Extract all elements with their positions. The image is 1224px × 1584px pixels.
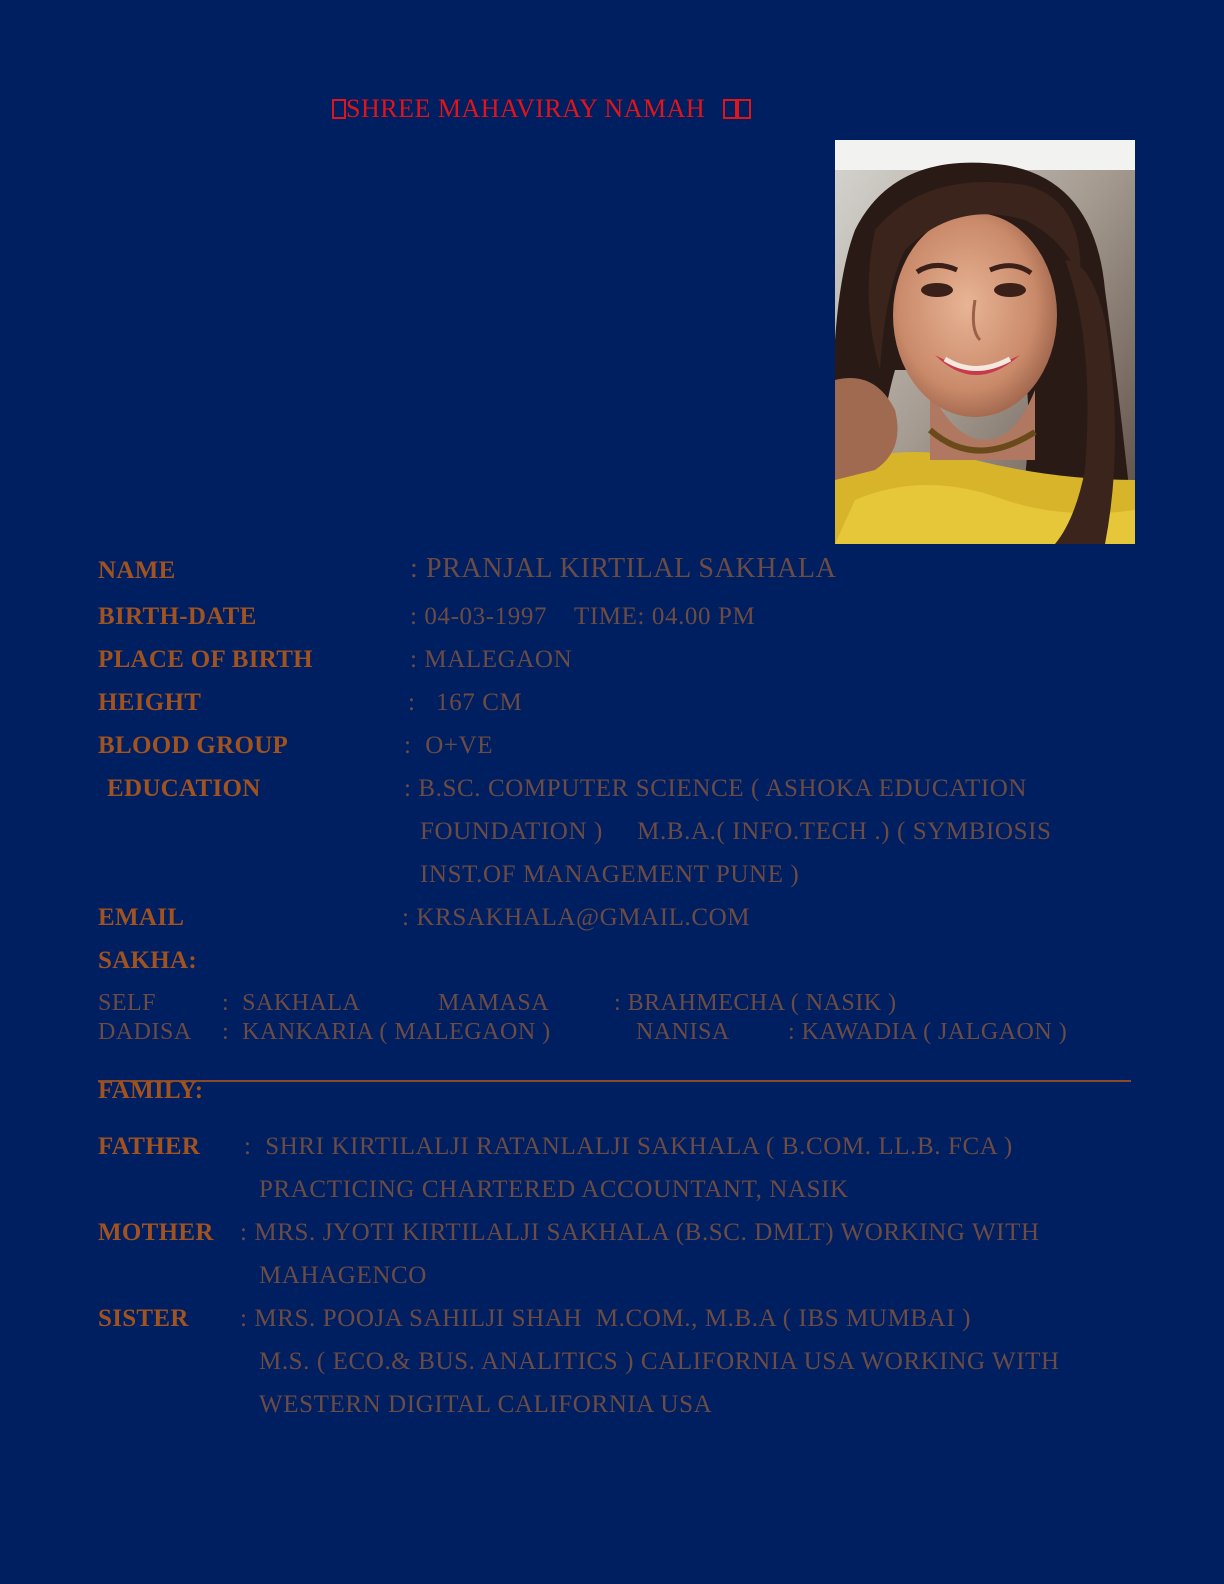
sister-label: SISTER: [98, 1305, 189, 1332]
blood-group-value: : O+VE: [404, 732, 494, 759]
family-label: FAMILY:: [98, 1077, 204, 1104]
missing-glyph-icon: [332, 99, 346, 119]
self-label: SELF: [98, 990, 157, 1016]
mamasa-label: MAMASA: [438, 990, 550, 1016]
sister-line-2: M.S. ( ECO.& BUS. ANALITICS ) CALIFORNIA USA WORKING WITH: [259, 1348, 1060, 1375]
birthdate-label: BIRTH-DATE: [98, 603, 257, 630]
height-value: : 167 CM: [408, 689, 523, 716]
self-value: : SAKHALA: [222, 990, 361, 1016]
nanisa-label: NANISA: [636, 1019, 730, 1045]
dadisa-value: : KANKARIA ( MALEGAON ): [222, 1019, 551, 1045]
mother-line-1: : MRS. JYOTI KIRTILALJI SAKHALA (B.SC. DMLT) WORKING WITH: [240, 1219, 1040, 1246]
education-line-3: INST.OF MANAGEMENT PUNE ): [420, 861, 800, 888]
father-line-2: PRACTICING CHARTERED ACCOUNTANT, NASIK: [259, 1176, 849, 1203]
missing-glyph-icon: [723, 99, 737, 119]
sister-line-1: : MRS. POOJA SAHILJI SHAH M.COM., M.B.A ( IBS MUMBAI ): [240, 1305, 972, 1332]
header-text: SHREE MAHAVIRAY NAMAH: [346, 94, 706, 123]
name-value: : PRANJAL KIRTILAL SAKHALA: [410, 553, 837, 584]
name-label: NAME: [98, 557, 176, 584]
education-label: EDUCATION: [107, 775, 261, 802]
portrait-image: [835, 140, 1135, 544]
father-line-1: : SHRI KIRTILALJI RATANLALJI SAKHALA ( B.COM. LL.B. FCA ): [244, 1133, 1013, 1160]
missing-glyph-icon: [737, 99, 751, 119]
email-value: : KRSAKHALA@GMAIL.COM: [402, 904, 751, 931]
sister-line-3: WESTERN DIGITAL CALIFORNIA USA: [259, 1391, 713, 1418]
mother-label: MOTHER: [98, 1219, 214, 1246]
section-divider: [98, 1080, 1131, 1082]
page-header: [332, 94, 751, 124]
place-of-birth-label: PLACE OF BIRTH: [98, 646, 313, 673]
education-line-2: FOUNDATION ) M.B.A.( INFO.TECH .) ( SYMBIOSIS: [420, 818, 1052, 845]
mother-line-2: MAHAGENCO: [259, 1262, 427, 1289]
dadisa-label: DADISA: [98, 1019, 192, 1045]
height-label: HEIGHT: [98, 689, 202, 716]
sakha-label: SAKHA:: [98, 947, 198, 974]
birthdate-value: : 04-03-1997 TIME: 04.00 PM: [410, 603, 756, 630]
education-line-1: : B.SC. COMPUTER SCIENCE ( ASHOKA EDUCATION: [404, 775, 1028, 802]
father-label: FATHER: [98, 1133, 201, 1160]
email-label: EMAIL: [98, 904, 185, 931]
mamasa-value: : BRAHMECHA ( NASIK ): [614, 990, 897, 1016]
blood-group-label: BLOOD GROUP: [98, 732, 289, 759]
place-of-birth-value: : MALEGAON: [410, 646, 573, 673]
nanisa-value: : KAWADIA ( JALGAON ): [788, 1019, 1068, 1045]
profile-photo: [835, 140, 1135, 544]
